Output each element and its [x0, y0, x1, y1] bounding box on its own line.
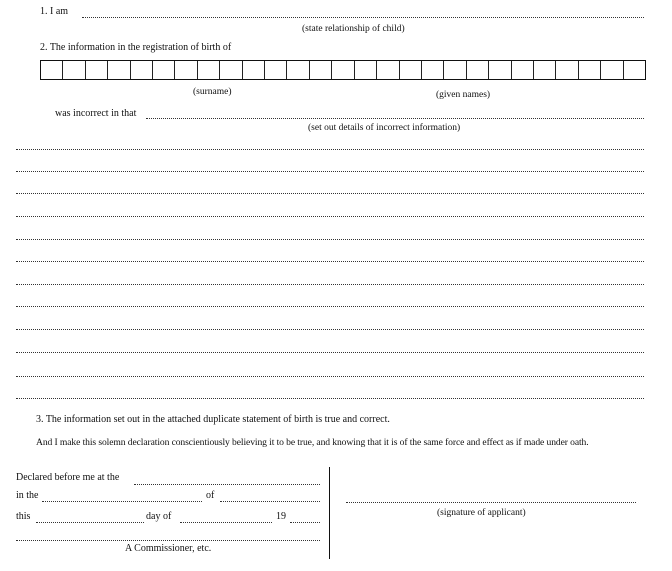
item-3-text: 3. The information set out in the attached duplicate statement of birth is true and correct.	[36, 414, 390, 425]
details-line[interactable]	[16, 216, 644, 217]
given-names-caption: (given names)	[436, 90, 491, 100]
name-char-box[interactable]	[624, 61, 645, 79]
name-char-box[interactable]	[444, 61, 466, 79]
details-line[interactable]	[16, 193, 644, 194]
in-the-label: in the	[16, 490, 39, 501]
name-char-box[interactable]	[556, 61, 578, 79]
name-char-box[interactable]	[332, 61, 354, 79]
year-field[interactable]	[290, 522, 320, 523]
signature-caption: (signature of applicant)	[437, 508, 526, 518]
details-line[interactable]	[16, 398, 644, 399]
name-char-box[interactable]	[243, 61, 265, 79]
name-char-box[interactable]	[355, 61, 377, 79]
details-caption: (set out details of incorrect information)	[308, 123, 461, 133]
name-char-box[interactable]	[489, 61, 511, 79]
name-char-box[interactable]	[153, 61, 175, 79]
item-1-label: 1. I am	[40, 6, 69, 17]
details-line[interactable]	[16, 352, 644, 353]
details-line[interactable]	[16, 171, 644, 172]
details-line[interactable]	[16, 284, 644, 285]
name-char-box[interactable]	[400, 61, 422, 79]
commissioner-signature-field[interactable]	[16, 540, 320, 541]
name-char-box[interactable]	[377, 61, 399, 79]
relationship-field[interactable]	[82, 17, 644, 18]
of-field[interactable]	[220, 501, 320, 502]
details-line[interactable]	[16, 306, 644, 307]
name-char-box[interactable]	[198, 61, 220, 79]
commissioner-caption: A Commissioner, etc.	[125, 543, 212, 554]
year-prefix: 19	[276, 511, 286, 522]
relationship-caption: (state relationship of child)	[302, 24, 405, 34]
declared-place-field[interactable]	[134, 484, 320, 485]
details-line[interactable]	[16, 149, 644, 150]
name-char-box[interactable]	[534, 61, 556, 79]
name-char-box[interactable]	[108, 61, 130, 79]
name-char-box[interactable]	[467, 61, 489, 79]
name-char-box[interactable]	[287, 61, 309, 79]
name-character-boxes[interactable]	[40, 60, 646, 80]
name-char-box[interactable]	[512, 61, 534, 79]
declared-before-label: Declared before me at the	[16, 472, 120, 483]
incorrect-details-field[interactable]	[146, 118, 644, 119]
declaration-text: And I make this solemn declaration conscientiously believing it to be true, and knowing that it is of the same force and effect as if made under oath.	[36, 437, 589, 448]
name-char-box[interactable]	[41, 61, 63, 79]
details-line[interactable]	[16, 376, 644, 377]
day-field[interactable]	[36, 522, 144, 523]
name-char-box[interactable]	[63, 61, 85, 79]
incorrect-label: was incorrect in that	[55, 108, 137, 119]
of-label: of	[206, 490, 215, 501]
name-char-box[interactable]	[265, 61, 287, 79]
name-char-box[interactable]	[175, 61, 197, 79]
day-of-label: day of	[146, 511, 172, 522]
details-line[interactable]	[16, 239, 644, 240]
in-the-field[interactable]	[42, 501, 202, 502]
month-field[interactable]	[180, 522, 272, 523]
name-char-box[interactable]	[422, 61, 444, 79]
divider-line	[329, 467, 330, 559]
name-char-box[interactable]	[310, 61, 332, 79]
applicant-signature-field[interactable]	[346, 502, 636, 503]
details-line[interactable]	[16, 329, 644, 330]
surname-caption: (surname)	[193, 87, 232, 97]
name-char-box[interactable]	[579, 61, 601, 79]
name-char-box[interactable]	[86, 61, 108, 79]
this-label: this	[16, 511, 31, 522]
name-char-box[interactable]	[131, 61, 153, 79]
details-line[interactable]	[16, 261, 644, 262]
name-char-box[interactable]	[601, 61, 623, 79]
item-2-label: 2. The information in the registration of birth of	[40, 42, 232, 53]
name-char-box[interactable]	[220, 61, 242, 79]
